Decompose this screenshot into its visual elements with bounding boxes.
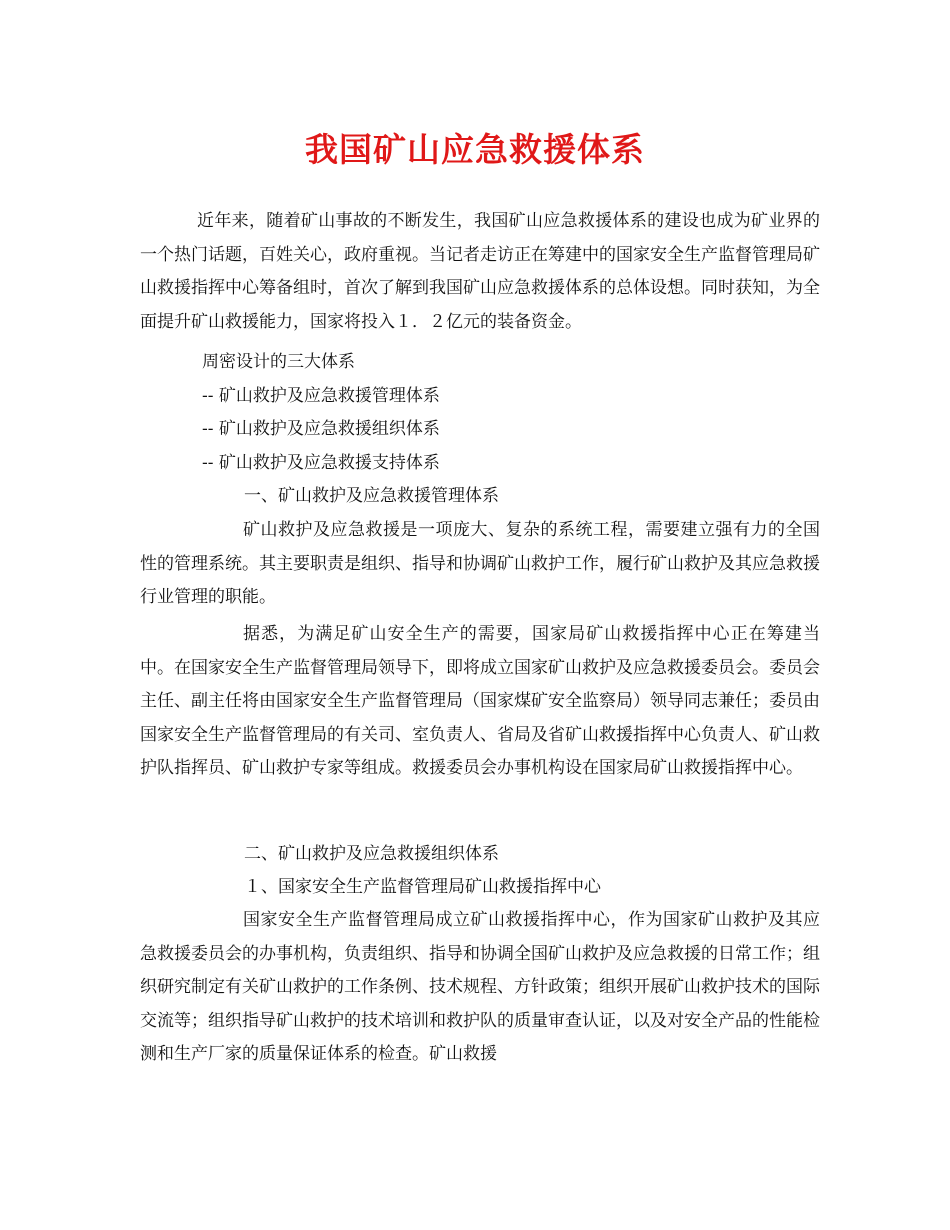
- document-title: 我国矿山应急救援体系: [305, 130, 645, 169]
- section-heading-management: 一、矿山救护及应急救援管理体系: [244, 486, 499, 506]
- management-paragraph-1: 矿山救护及应急救援是一项庞大、复杂的系统工程，需要建立强有力的全国性的管理系统。其主要职责是组织、指导和协调矿山救护工作，履行矿山救护及其应急救援行业管理的职能。: [140, 520, 820, 608]
- section-heading-organization: 二、矿山救护及应急救援组织体系: [244, 844, 499, 864]
- list-item: -- 矿山救护及应急救援支持体系: [202, 453, 440, 473]
- organization-paragraph-1: 国家安全生产监督管理局成立矿山救援指挥中心，作为国家矿山救护及其应急救援委员会的办事机构，负责组织、指导和协调全国矿山救护及应急救援的日常工作；组织研究制定有关矿山救护的工作条例、技术规程、方针政策；组织开展矿山救护技术的国际交流等；组织指导矿山救护的技术培训和救护队的质量审查认证，以及对安全产品的性能检测和生产厂家的质量保证体系的检查。矿山救援: [140, 910, 820, 1065]
- subsection-heading: １、国家安全生产监督管理局矿山救援指挥中心: [244, 877, 601, 897]
- intro-paragraph: 近年来，随着矿山事故的不断发生，我国矿山应急救援体系的建设也成为矿业界的一个热门话题，百姓关心，政府重视。当记者走访正在筹建中的国家安全生产监督管理局矿山救援指挥中心筹备组时，首次了解到我国矿山应急救援体系的总体设想。同时获知，为全面提升矿山救援能力，国家将投入１．２亿元的装备资金。: [140, 211, 820, 332]
- list-item: -- 矿山救护及应急救援组织体系: [202, 419, 440, 439]
- list-item: -- 矿山救护及应急救援管理体系: [202, 386, 440, 406]
- section-heading-three-systems: 周密设计的三大体系: [202, 352, 355, 372]
- management-paragraph-2: 据悉，为满足矿山安全生产的需要，国家局矿山救援指挥中心正在筹建当中。在国家安全生产监督管理局领导下，即将成立国家矿山救护及应急救援委员会。委员会主任、副主任将由国家安全生产监督管理局（国家煤矿安全监察局）领导同志兼任；委员由国家安全生产监督管理局的有关司、室负责人、省局及省矿山救援指挥中心负责人、矿山救护队指挥员、矿山救护专家等组成。救援委员会办事机构设在国家局矿山救援指挥中心。: [140, 624, 820, 779]
